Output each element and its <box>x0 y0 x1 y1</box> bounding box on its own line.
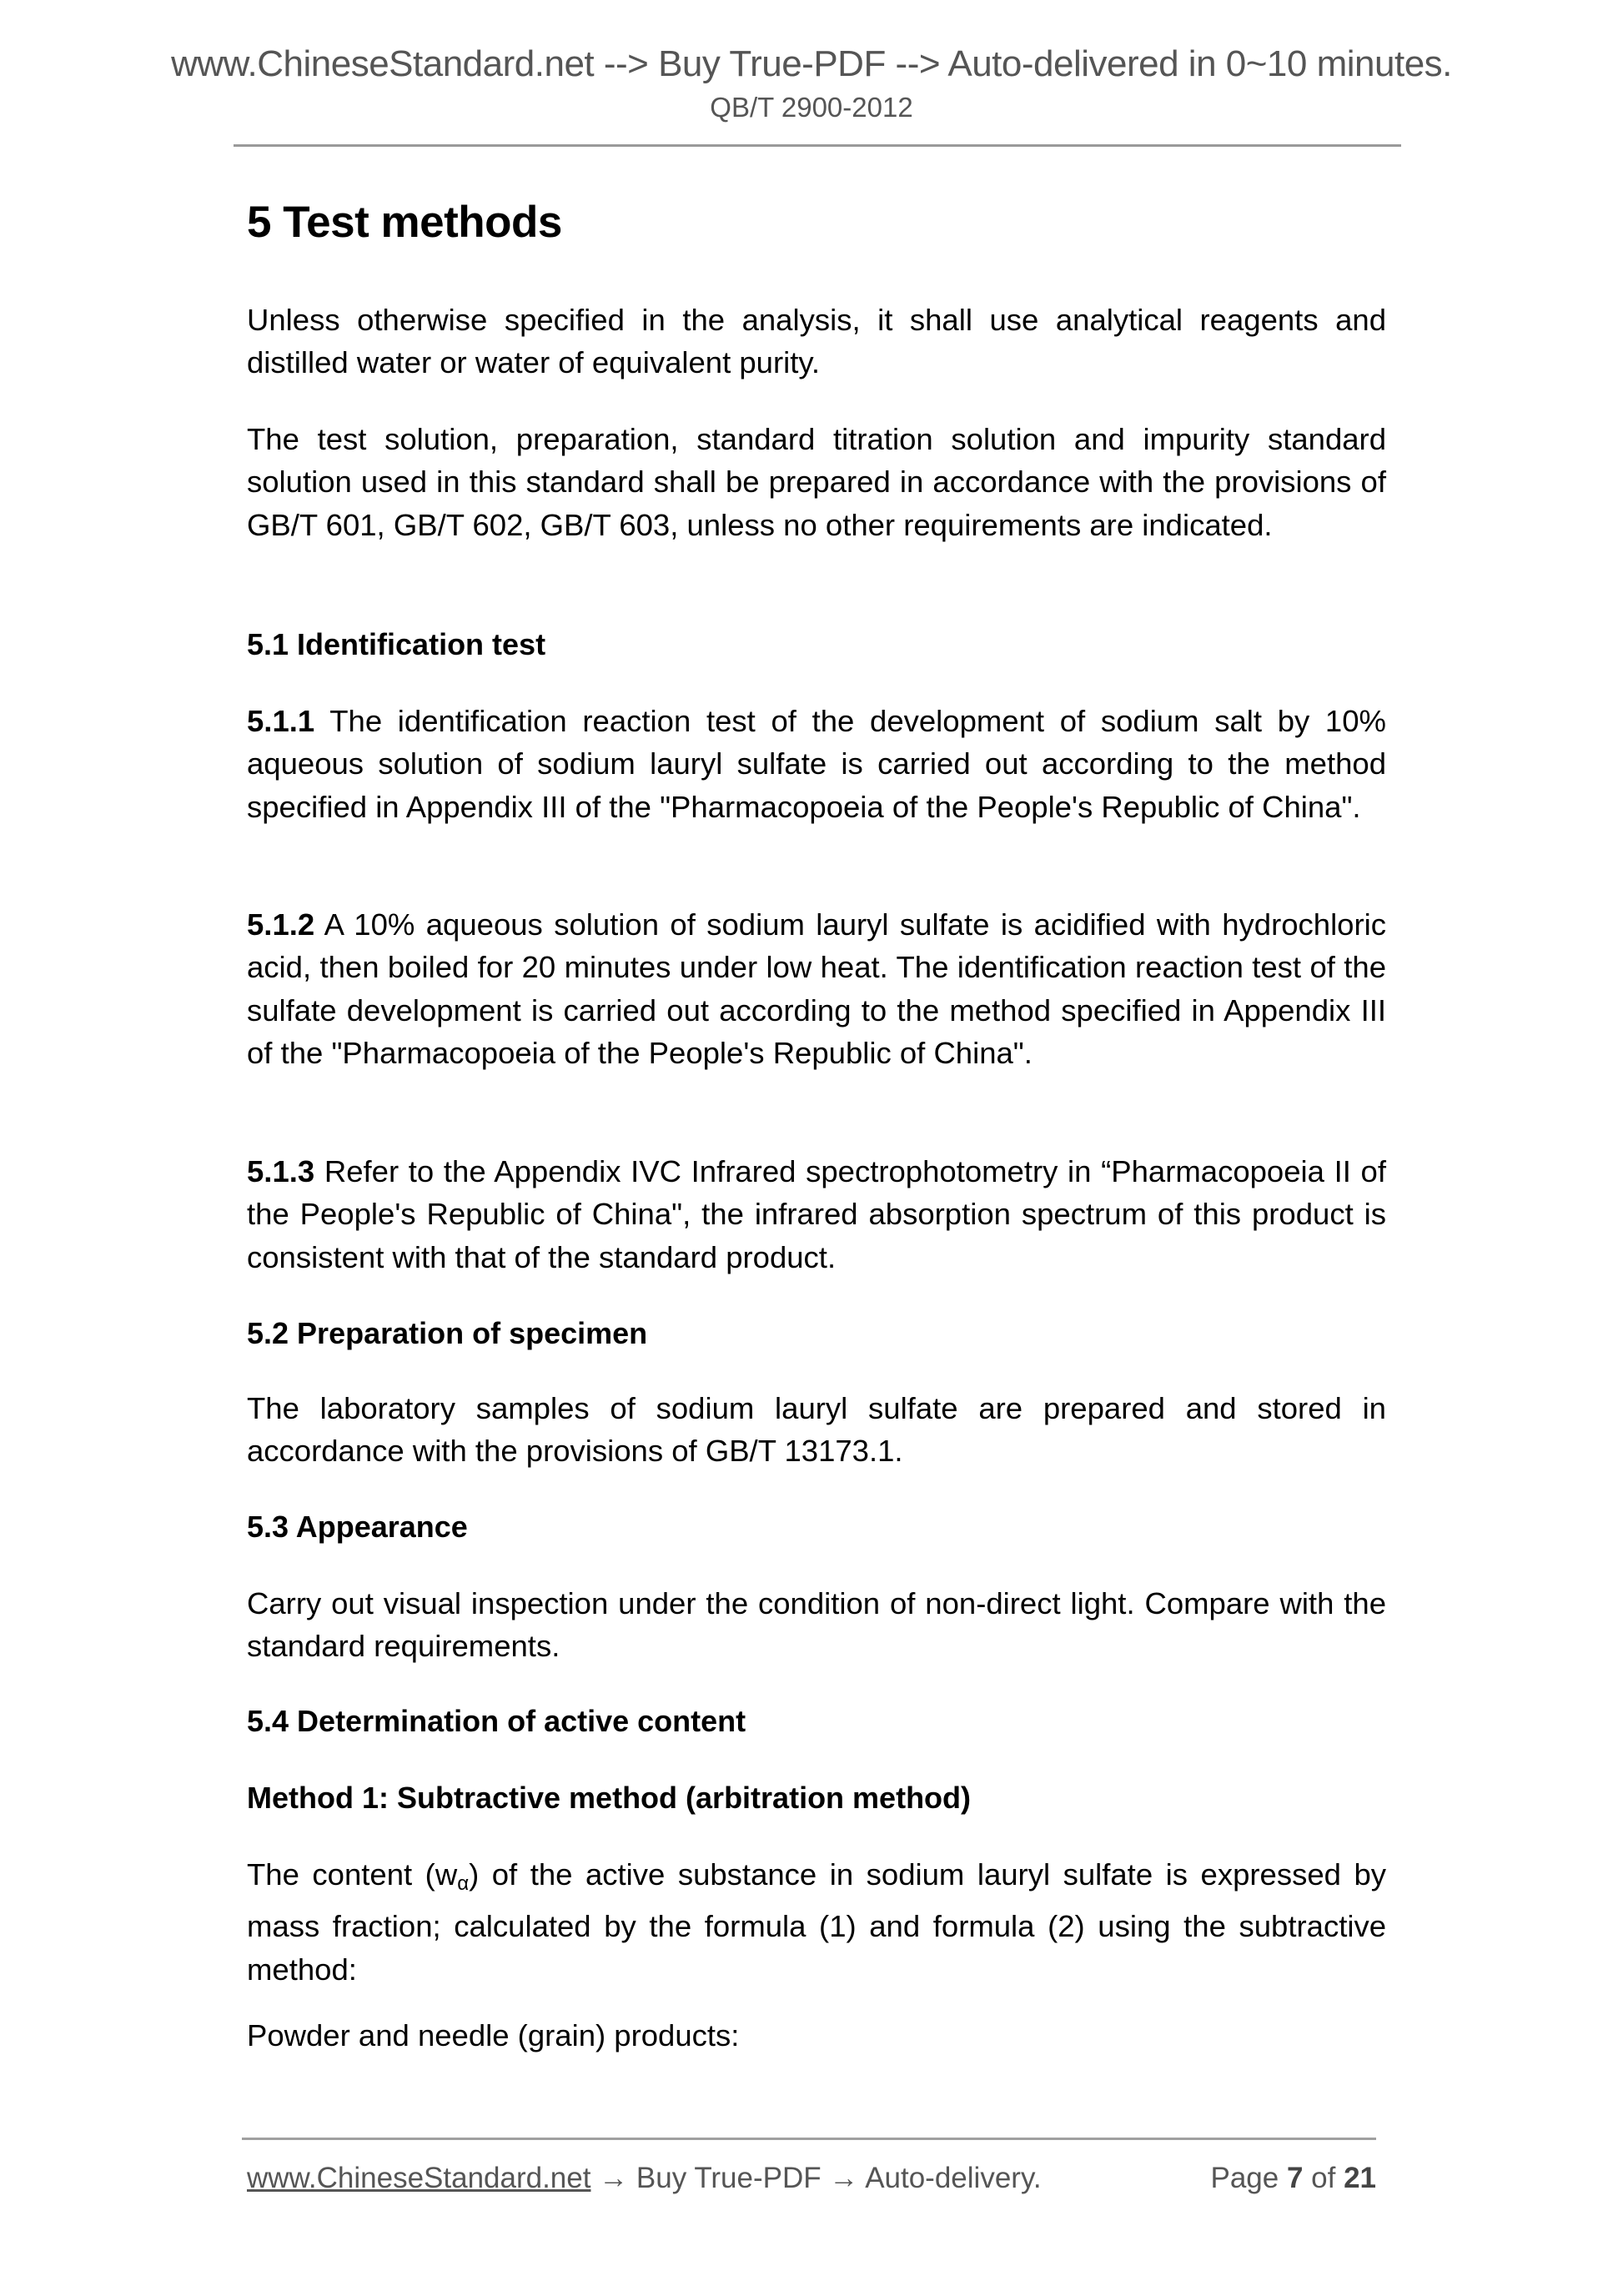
page-total: 21 <box>1344 2162 1376 2194</box>
standard-code: QB/T 2900-2012 <box>710 92 913 123</box>
heading-5-4: 5.4 Determination of active content <box>247 1704 746 1738</box>
section-title: 5 Test methods <box>247 198 562 247</box>
page-footer <box>247 2162 1376 2195</box>
clause-5-1-1 <box>247 700 1386 828</box>
delivery-text: Auto-delivery. <box>865 2162 1042 2194</box>
alpha-subscript: α <box>457 1872 470 1895</box>
page-number: 7 <box>1286 2162 1304 2194</box>
buy-text: Buy True-PDF <box>636 2162 822 2194</box>
heading-5-2: 5.2 Preparation of specimen <box>247 1316 648 1350</box>
header-banner: www.ChineseStandard.net --> Buy True-PDF --> Auto-delivered in 0~10 minutes. <box>171 43 1452 84</box>
site-link[interactable]: www.ChineseStandard.net <box>247 2162 591 2194</box>
arrow-icon: → <box>821 2162 866 2194</box>
text-part: The content (w <box>247 1857 458 1892</box>
of-label: of <box>1303 2162 1344 2194</box>
footer-left <box>247 2162 1042 2195</box>
footer-divider <box>242 2138 1376 2140</box>
heading-5-3: 5.3 Appearance <box>247 1510 468 1544</box>
header-divider <box>234 144 1401 147</box>
clause-text: A 10% aqueous solution of sodium lauryl sulfate is acidified with hydrochloric acid, then boiled for 20 minutes under low heat. The identification reaction test of the sulfate development is carried out according to the method specified in Appendix III of the "Pharmacopoeia of the People's Republic of China". <box>247 907 1386 1071</box>
clause-number: 5.1.3 <box>247 1154 315 1188</box>
clause-5-1-3 <box>247 1150 1386 1279</box>
clause-5-1-2 <box>247 903 1386 1075</box>
arrow-icon: → <box>590 2162 636 2194</box>
text-part: ) of the active substance in sodium lauryl sulfate is expressed by mass fraction; calculated by the formula (1) and formula (2) using the subtractive method: <box>247 1857 1386 1987</box>
page-label: Page <box>1210 2162 1287 2194</box>
clause-number: 5.1.2 <box>247 907 315 942</box>
paragraph-powder: Powder and needle (grain) products: <box>247 2018 740 2052</box>
clause-text: Refer to the Appendix IVC Infrared spectrophotometry in “Pharmacopoeia II of the People's Republic of China", the infrared absorption spectrum of this product is consistent with that of the standard product. <box>247 1154 1386 1274</box>
paragraph-5-2: The laboratory samples of sodium lauryl sulfate are prepared and stored in accordance with the provisions of GB/T 13173.1. <box>247 1391 1386 1469</box>
clause-number: 5.1.1 <box>247 704 315 738</box>
paragraph-active-content <box>247 1853 1386 1991</box>
intro-paragraph-2: The test solution, preparation, standard titration solution and impurity standard solution used in this standard shall be prepared in accordance with the provisions of GB/T 601, GB/T 602, GB/T 603, unless no other requirements are indicated. <box>247 422 1386 542</box>
method-1-heading: Method 1: Subtractive method (arbitration method) <box>247 1781 972 1815</box>
page-indicator <box>1210 2162 1376 2195</box>
paragraph-5-3: Carry out visual inspection under the condition of non-direct light. Compare with the standard requirements. <box>247 1586 1386 1664</box>
heading-5-1: 5.1 Identification test <box>247 627 546 661</box>
clause-text: The identification reaction test of the development of sodium salt by 10% aqueous solution of sodium lauryl sulfate is carried out according to the method specified in Appendix III of the "Pharmacopoeia of the People's Republic of China". <box>247 704 1386 824</box>
intro-paragraph-1: Unless otherwise specified in the analysis, it shall use analytical reagents and distilled water or water of equivalent purity. <box>247 303 1386 380</box>
